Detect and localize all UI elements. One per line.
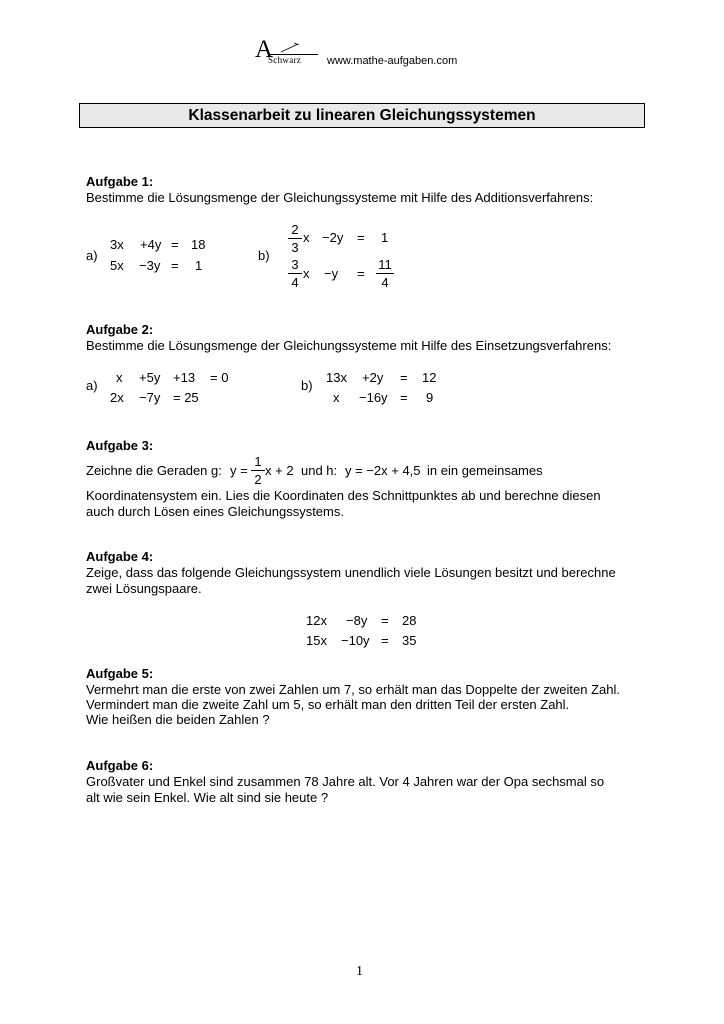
task2-b-label: b) [301, 378, 313, 393]
eq-sign: = [171, 237, 179, 252]
logo-text: Schwarz [268, 55, 302, 65]
task2-text: Bestimme die Lösungsmenge der Gleichungssysteme mit Hilfe des Einsetzungsverfahrens: [86, 338, 612, 353]
denominator: 2 [254, 472, 262, 487]
eq-rhs: = 25 [173, 390, 199, 405]
eq-sign: = [171, 258, 179, 273]
task2-heading: Aufgabe 2: [86, 322, 154, 337]
page-number: 1 [356, 964, 363, 979]
eq-term: −10y [341, 633, 370, 648]
denominator: 4 [381, 275, 389, 290]
eq-term: −2y [322, 230, 344, 245]
eq-term: +2y [362, 370, 384, 385]
task1-a-label: a) [86, 248, 98, 263]
eq-term: 13x [326, 370, 347, 385]
numerator: 3 [291, 257, 299, 272]
eq-sign: = [381, 613, 389, 628]
task3-g-right: x + 2 [265, 463, 294, 478]
task3-line2: Koordinatensystem ein. Lies die Koordinaten des Schnittpunktes ab und berechne diesen [86, 488, 601, 503]
logo-letter: A [255, 36, 274, 63]
eq-sign: = [357, 230, 365, 245]
task5-line1: Vermehrt man die erste von zwei Zahlen um 7, so erhält man das Doppelte der zweiten Zahl. [86, 682, 620, 697]
eq-term: −3y [139, 258, 161, 273]
eq-sign: = [381, 633, 389, 648]
eq-term: 12x [306, 613, 327, 628]
task1-text: Bestimme die Lösungsmenge der Gleichungssysteme mit Hilfe des Additionsverfahrens: [86, 190, 594, 205]
eq-rhs: 1 [381, 230, 389, 245]
eq-term: 5x [110, 258, 124, 273]
task3-heading: Aufgabe 3: [86, 438, 154, 453]
eq-term: +4y [140, 237, 162, 252]
task6-line1: Großvater und Enkel sind zusammen 78 Jahre alt. Vor 4 Jahren war der Opa sechsmal so [86, 774, 605, 789]
task3-post: in ein gemeinsames [427, 463, 543, 478]
logo [252, 36, 322, 70]
task3-h-eq: y = −2x + 4,5 [345, 463, 421, 478]
numerator: 11 [378, 257, 392, 272]
eq-term: −16y [359, 390, 388, 405]
eq-sign: = [400, 370, 408, 385]
fraction [376, 257, 394, 290]
logo-pencil-icon [280, 42, 300, 54]
task3-mid: und h: [301, 463, 338, 478]
task6-heading: Aufgabe 6: [86, 758, 154, 773]
task2-a-label: a) [86, 378, 98, 393]
fraction [288, 257, 302, 290]
eq-rhs: 12 [422, 370, 437, 385]
eq-rhs: 28 [402, 613, 417, 628]
fraction-bar [376, 273, 394, 274]
eq-rhs: = 0 [210, 370, 229, 385]
fraction-bar [288, 273, 302, 274]
fraction-bar [251, 470, 265, 471]
task5-line2: Vermindert man die zweite Zahl um 5, so erhält man den dritten Teil der ersten Zahl. [86, 697, 570, 712]
page-title: Klassenarbeit zu linearen Gleichungssystemen [79, 103, 645, 128]
eq-term: +13 [173, 370, 196, 385]
denominator: 3 [291, 240, 299, 255]
denominator: 4 [291, 275, 299, 290]
header-url[interactable]: www.mathe-aufgaben.com [327, 55, 458, 67]
eq-rhs: 18 [191, 237, 206, 252]
task4-line2: zwei Lösungspaare. [86, 581, 202, 596]
eq-term: x [303, 230, 310, 245]
numerator: 2 [291, 222, 299, 237]
fraction [251, 454, 265, 487]
eq-term: x [333, 390, 340, 405]
task3-pre: Zeichne die Geraden g: [86, 463, 222, 478]
eq-rhs: 35 [402, 633, 417, 648]
task4-line1: Zeige, dass das folgende Gleichungssystem unendlich viele Lösungen besitzt und berechne [86, 565, 616, 580]
numerator: 1 [254, 454, 262, 469]
task4-heading: Aufgabe 4: [86, 549, 154, 564]
fraction-bar [288, 238, 302, 239]
eq-term: x [303, 266, 310, 281]
task1-heading: Aufgabe 1: [86, 174, 154, 189]
task6-line2: alt wie sein Enkel. Wie alt sind sie heute ? [86, 790, 329, 805]
eq-term: 15x [306, 633, 327, 648]
eq-term: x [116, 370, 123, 385]
task3-line3: auch durch Lösen eines Gleichungssystems. [86, 504, 344, 519]
task5-line3: Wie heißen die beiden Zahlen ? [86, 712, 270, 727]
task5-heading: Aufgabe 5: [86, 666, 154, 681]
task3-g-left: y = [230, 463, 248, 478]
eq-rhs: 1 [195, 258, 203, 273]
eq-term: −y [324, 266, 339, 281]
eq-term: +5y [139, 370, 161, 385]
task1-b-label: b) [258, 248, 270, 263]
eq-term: −7y [139, 390, 161, 405]
eq-term: 3x [110, 237, 124, 252]
fraction [288, 222, 302, 255]
eq-term: 2x [110, 390, 124, 405]
eq-rhs: 9 [426, 390, 434, 405]
eq-sign: = [400, 390, 408, 405]
eq-sign: = [357, 266, 365, 281]
eq-term: −8y [346, 613, 368, 628]
